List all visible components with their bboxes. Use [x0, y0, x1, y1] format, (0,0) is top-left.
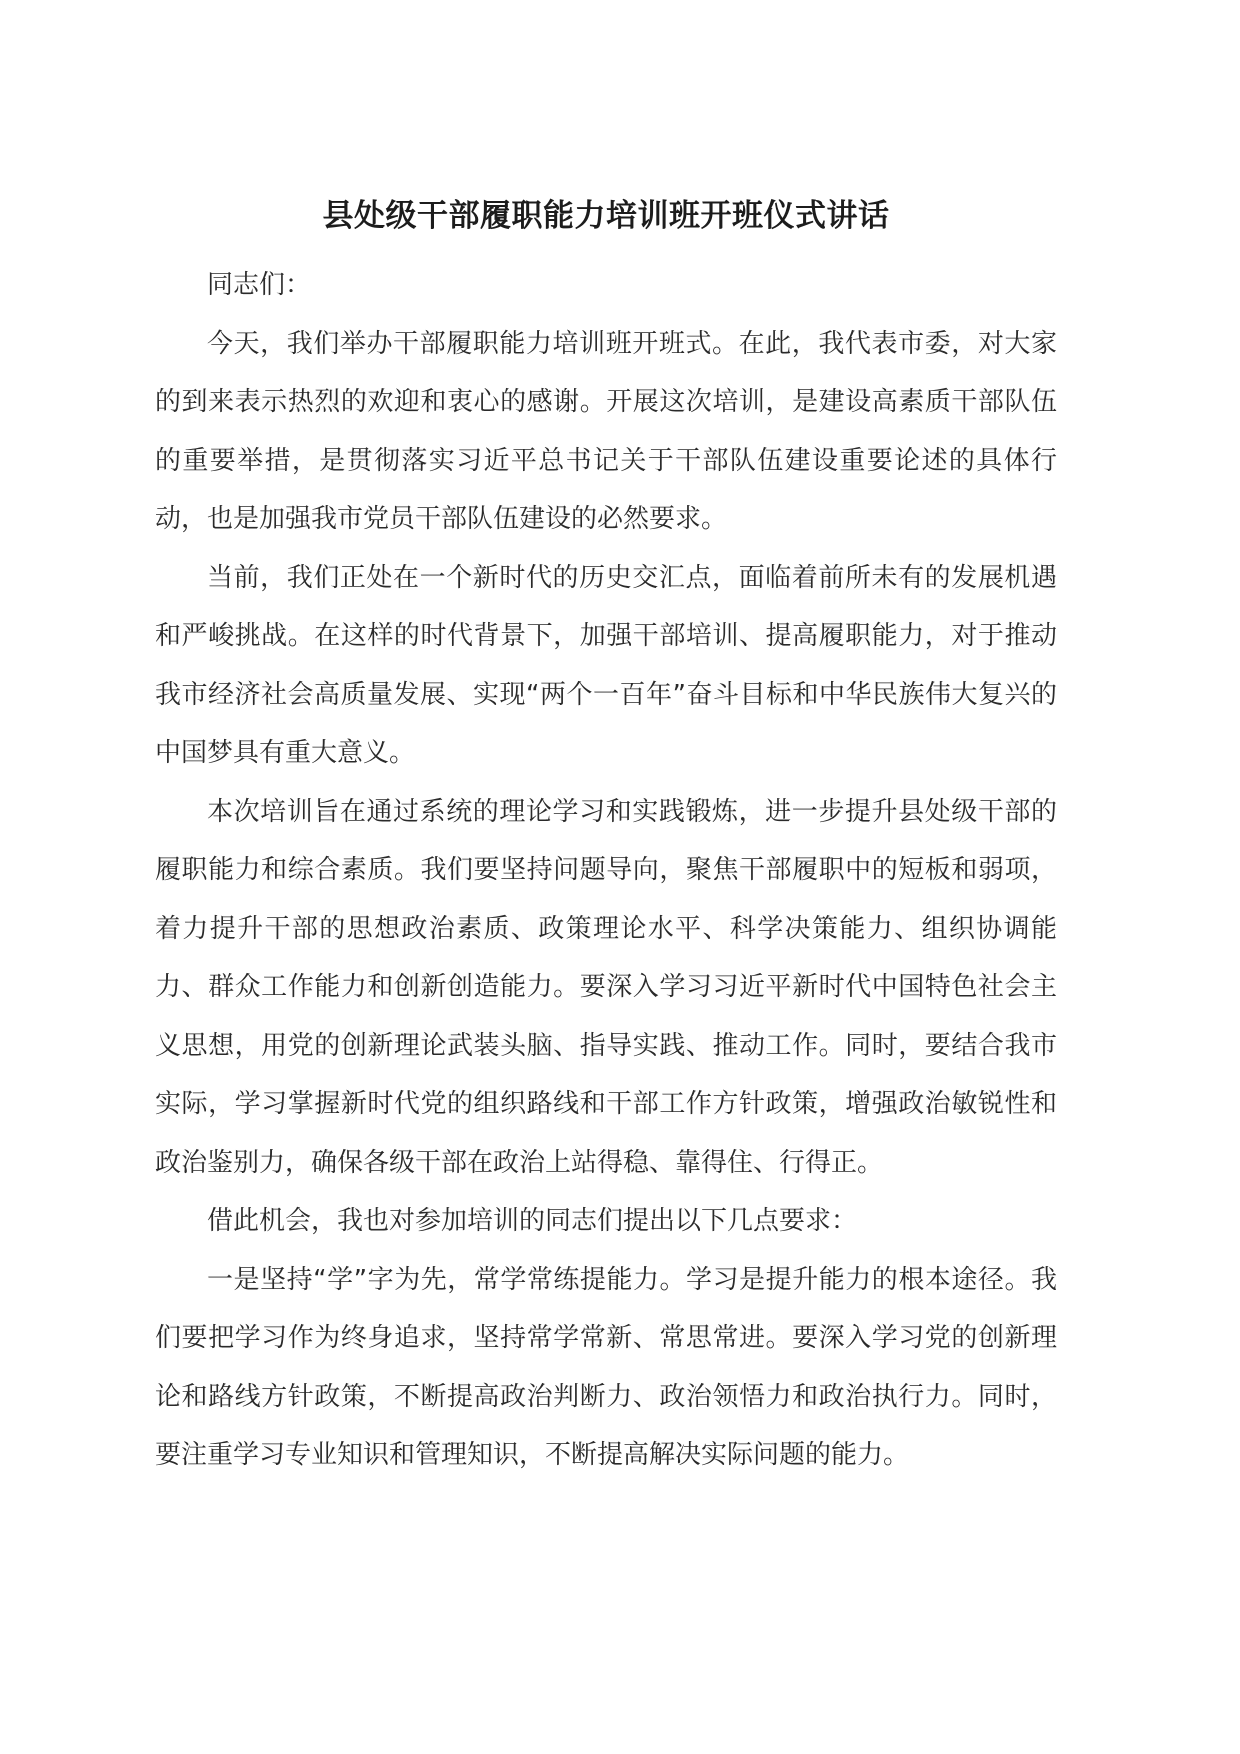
paragraph-background: 当前，我们正处在一个新时代的历史交汇点，面临着前所未有的发展机遇和严峻挑战。在这样的时代背景下，加强干部培训、提高履职能力，对于推动我市经济社会高质量发展、实现“两个一百年”奋斗目标和中华民族伟大复兴的中国梦具有重大意义。 [155, 562, 1057, 768]
paragraph-opening: 今天，我们举办干部履职能力培训班开班式。在此，我代表市委，对大家的到来表示热烈的欢迎和衷心的感谢。开展这次培训，是建设高素质干部队伍的重要举措，是贯彻落实习近平总书记关于干部队伍建设重要论述的具体行动，也是加强我市党员干部队伍建设的必然要求。 [155, 328, 1057, 534]
paragraph-requirement-one: 一是坚持“学”字为先，常学常练提能力。学习是提升能力的根本途径。我们要把学习作为终身追求，坚持常学常新、常思常进。要深入学习党的创新理论和路线方针政策，不断提高政治判断力、政治领悟力和政治执行力。同时，要注重学习专业知识和管理知识，不断提高解决实际问题的能力。 [155, 1264, 1057, 1470]
salutation: 同志们： [207, 270, 312, 300]
document-title: 县处级干部履职能力培训班开班仪式讲话 [322, 198, 890, 234]
paragraph-requirements-intro: 借此机会，我也对参加培训的同志们提出以下几点要求： [207, 1206, 858, 1236]
paragraph-training-goals: 本次培训旨在通过系统的理论学习和实践锻炼，进一步提升县处级干部的履职能力和综合素质。我们要坚持问题导向，聚焦干部履职中的短板和弱项，着力提升干部的思想政治素质、政策理论水平、科学决策能力、组织协调能力、群众工作能力和创新创造能力。要深入学习习近平新时代中国特色社会主义思想，用党的创新理论武装头脑、指导实践、推动工作。同时，要结合我市实际，学习掌握新时代党的组织路线和干部工作方针政策，增强政治敏锐性和政治鉴别力，确保各级干部在政治上站得稳、靠得住、行得正。 [155, 796, 1057, 1178]
speech-document [155, 190, 1057, 1485]
